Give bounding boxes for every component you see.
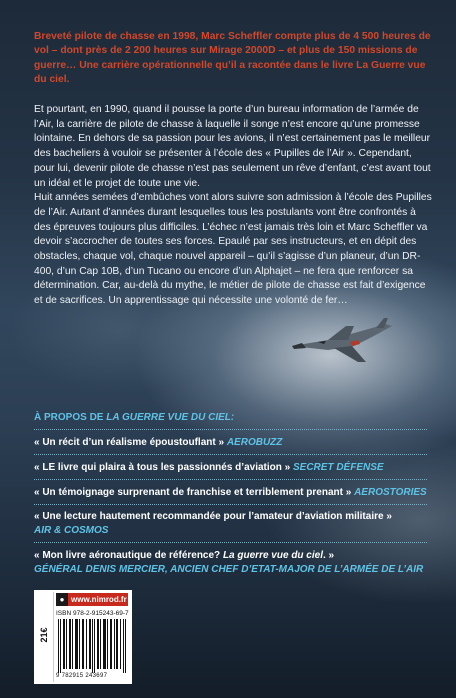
review-quote xyxy=(34,510,434,538)
price-strip xyxy=(36,592,54,682)
divider xyxy=(34,504,427,505)
synopsis-paragraph: Et pourtant, en 1990, quand il pousse la porte d’un bureau information de l’armée de l’Air, la carrière de pilote de chasse à laquelle il songe n’est encore qu’une promesse lointaine. En dehors de sa passion pour les avions, il n’est certainement pas le meilleur des bacheliers à vouloir se présenter à l’école des « Pupilles de l’Air ». Cependant, pour lui, devenir pilote de chasse n’est pas seulement un rêve d’enfant, c’est avant tout un idéal et le projet de toute une vie. xyxy=(34,104,431,189)
quote-text xyxy=(34,550,334,561)
divider xyxy=(34,479,427,480)
barcode-icon xyxy=(58,619,128,673)
fighter-jet-illustration xyxy=(288,318,398,368)
quote-source: AEROBUZZ xyxy=(226,437,283,448)
apropos-book-title: LA GUERRE VUE DU CIEL: xyxy=(106,412,235,423)
barcode-block xyxy=(34,590,132,684)
divider xyxy=(34,542,427,543)
review-quote xyxy=(34,461,434,475)
review-quote xyxy=(34,549,434,577)
publisher-tag xyxy=(56,593,128,606)
quote-source: SECRET DÉFENSE xyxy=(292,462,384,473)
review-quote xyxy=(34,486,434,500)
quote-text: « Un récit d’un réalisme époustouflant » xyxy=(34,437,225,448)
owl-logo-icon: ● xyxy=(56,593,68,606)
divider xyxy=(34,429,427,430)
divider xyxy=(34,454,427,455)
quote-text-part: « Mon livre aéronautique de référence? xyxy=(34,550,221,561)
quote-book-title: La guerre vue du ciel xyxy=(222,550,323,561)
quote-text: « Un témoignage surprenant de franchise et terriblement prenant » xyxy=(34,487,352,498)
barcode-digits: 9 782915 243697 xyxy=(56,673,108,679)
quote-source: AIR & COSMOS xyxy=(34,525,109,536)
quote-text: « Une lecture hautement recommandée pour l’amateur d’aviation militaire » xyxy=(34,511,392,522)
review-quote xyxy=(34,436,434,450)
quote-text-end: . » xyxy=(323,550,335,561)
price: 21€ xyxy=(39,627,49,643)
publisher-url: www.nimrod.fr xyxy=(71,595,127,604)
quote-text: « LE livre qui plaira à tous les passionnés d’aviation » xyxy=(34,462,291,473)
isbn: ISBN 978-2-915243-69-7 xyxy=(56,610,129,617)
apropos-heading xyxy=(34,412,234,423)
synopsis-paragraph: Huit années semées d’embûches vont alors suivre son admission à l’école des Pupilles de l’Air. Autant d’années durant lesquelles tous les postulants vont être confrontés à des épreuves toujours plus difficiles. L’échec n’est jamais très loin et Marc Scheffler va devoir s’accrocher de toutes ses forces. Epaulé par ses instructeurs, et en dépit des obstacles, chaque vol, chaque nouvel appareil – qu’il s’agisse d’un planeur, d’un DR-400, d’un Cap 10B, d’un Tucano ou encore d’un Alphajet – ne fera que renforcer sa détermination. Car, au-delà du mythe, le métier de pilote de chasse est fait d’exigence et de sacrifices. Un apprentissage qui nécessite une volonté de fer… xyxy=(34,192,432,307)
quote-source: AEROSTORIES xyxy=(354,487,427,498)
apropos-prefix: À PROPOS DE xyxy=(34,412,104,423)
intro-text: Breveté pilote de chasse en 1998, Marc Scheffler compte plus de 4 500 heures de vol – dont près de 2 200 heures sur Mirage 2000D – et plus de 150 missions de guerre… Une carrière opérationnelle qu’il a racontée dans le livre La Guerre vue du ciel. xyxy=(34,31,431,85)
synopsis xyxy=(34,103,434,309)
quote-source: GÉNÉRAL DENIS MERCIER, ANCIEN CHEF D’ETAT-MAJOR DE L’ARMÉE DE L’AIR xyxy=(34,564,424,575)
